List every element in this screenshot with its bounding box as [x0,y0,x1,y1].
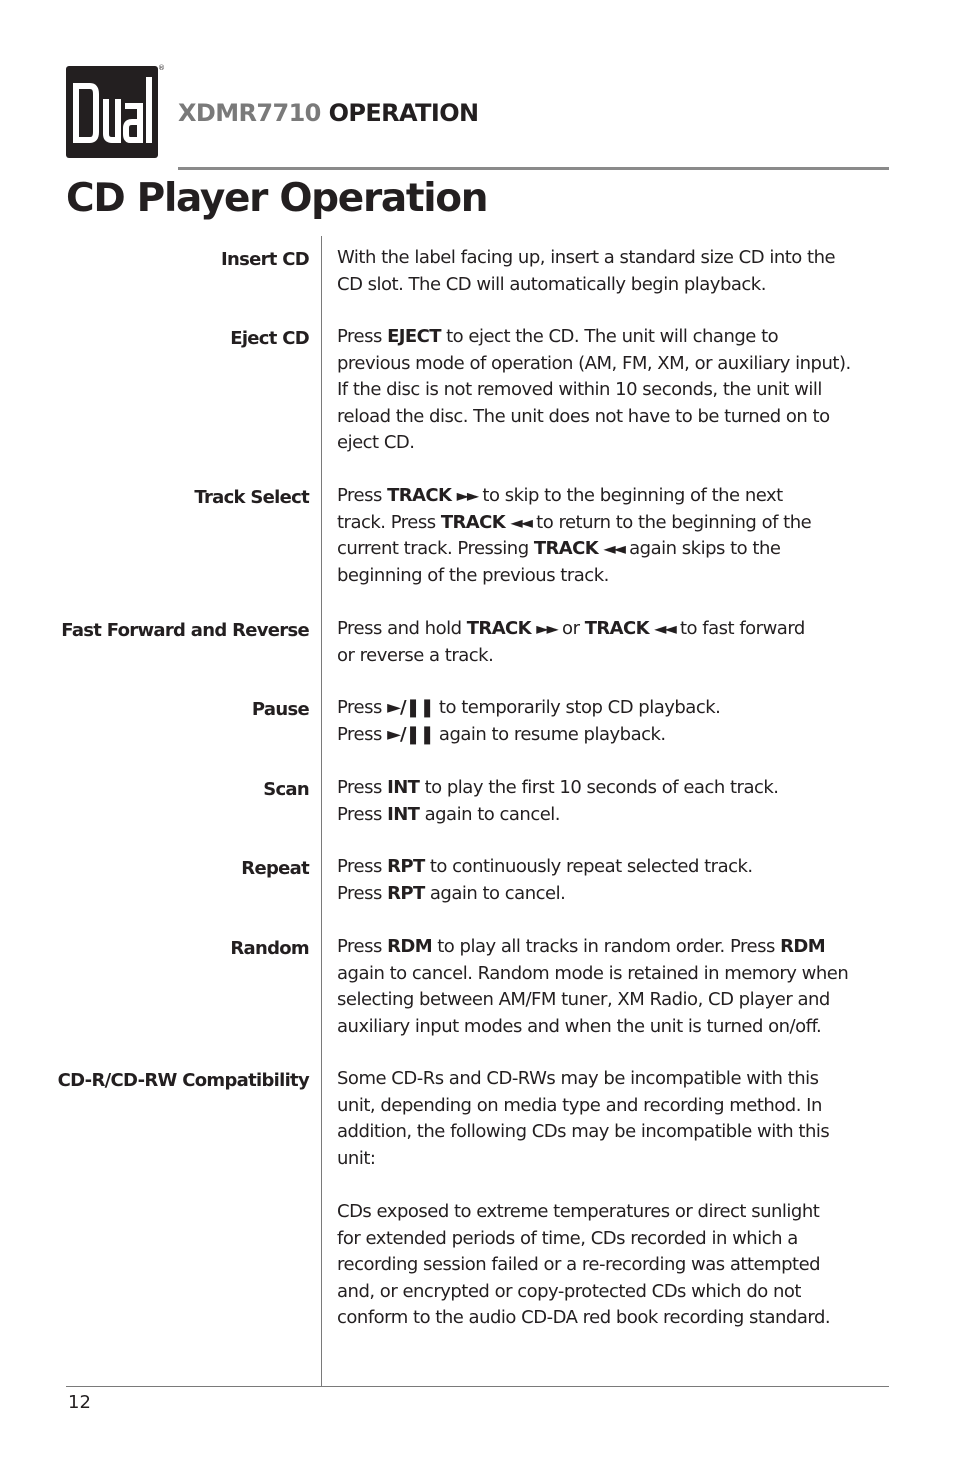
desc-insert-cd [337,245,897,298]
desc-line: CD slot. The CD will automatically begin playback. [337,273,766,295]
desc-line: auxiliary input modes and when the unit is turned on/off. [337,1015,822,1037]
button-name-track: TRACK [440,511,506,533]
desc-track-select [337,483,897,589]
desc-line [337,775,897,802]
section-heading [178,96,479,130]
button-name-track: TRACK [533,538,599,560]
desc-line [337,881,897,908]
button-name-track: TRACK [584,618,649,639]
play-pause-icon: ►/❚❚ [387,723,434,745]
text-run: Press [337,777,388,798]
text-run: Press [337,723,388,745]
term-insert-cd: Insert CD [220,249,309,270]
term-track-select: Track Select [194,487,309,508]
text-run: track. Press [337,511,441,533]
desc-line [337,802,897,829]
desc-line: conform to the audio CD-DA red book recording standard. [337,1307,831,1329]
desc-cd-r-compatibility [337,1066,897,1172]
desc-random [337,934,897,1040]
desc-line: previous mode of operation (AM, FM, XM, or auxiliary input). [337,352,851,374]
text-run: or [556,618,585,639]
button-name-rpt: RPT [387,856,425,877]
text-run: to play all tracks in random order. Press [432,936,781,957]
text-run: again to cancel. [419,803,561,825]
desc-line [337,324,897,351]
term-fast-forward-reverse: Fast Forward and Reverse [61,620,309,641]
section-label: OPERATION [328,99,479,127]
back-icon: ◄◄ [510,512,531,532]
text-run: Press [337,803,388,825]
desc-line: CDs exposed to extreme temperatures or direct sunlight [337,1201,820,1222]
desc-line [337,536,897,563]
text-run: to skip to the beginning of the next [482,485,783,506]
footer-divider [66,1386,889,1387]
text-run: Press [337,697,388,718]
desc-line: recording session failed or a re-recording was attempted [337,1254,821,1276]
text-run: Press [337,882,388,904]
column-divider [321,236,322,1386]
desc-line [337,854,897,881]
desc-line [337,722,897,749]
button-name-rpt: RPT [387,882,425,904]
desc-line [337,616,897,643]
text-run: again to resume playback. [433,723,666,745]
desc-line: If the disc is not removed within 10 seconds, the unit will [337,379,822,401]
desc-line [337,695,897,722]
desc-line: and, or encrypted or copy-protected CDs which do not [337,1280,801,1302]
term-cd-r-compatibility: CD-R/CD-RW Compatibility [57,1070,309,1091]
button-name-eject: EJECT [387,326,441,347]
model-number: XDMR7710 [178,99,321,127]
desc-eject-cd [337,324,897,457]
desc-line: reload the disc. The unit does not have to be turned on to [337,405,830,427]
dual-logo [66,66,158,158]
text-run: Press [337,856,388,877]
text-run: to temporarily stop CD playback. [433,697,721,718]
term-scan: Scan [263,779,309,800]
term-eject-cd: Eject CD [230,328,309,349]
desc-line: With the label facing up, insert a standard size CD into the [337,247,836,268]
button-name-int: INT [387,803,420,825]
desc-line: Some CD-Rs and CD-RWs may be incompatible with this [337,1068,819,1089]
text-run: Press and hold [337,618,467,639]
desc-line [337,483,897,510]
desc-line: again to cancel. Random mode is retained in memory when [337,962,849,984]
term-random: Random [230,938,309,959]
desc-line [337,934,897,961]
desc-line: beginning of the previous track. [337,564,609,586]
text-run: to play the first 10 seconds of each track. [419,777,779,798]
button-name-track: TRACK [466,618,531,639]
text-run: to return to the beginning of the [536,511,812,533]
desc-scan [337,775,897,828]
page-number: 12 [68,1392,91,1413]
text-run: Press [337,326,388,347]
text-run: again to cancel. [424,882,566,904]
desc-line: unit, depending on media type and recording method. In [337,1094,822,1116]
text-run: Press [337,936,388,957]
desc-pause [337,695,897,748]
back-icon: ◄◄ [603,539,624,559]
desc-line: unit: [337,1147,376,1169]
button-name-rdm: RDM [387,936,433,957]
desc-line: for extended periods of time, CDs recorded in which a [337,1227,798,1249]
header-divider [178,167,889,170]
forward-icon: ►► [536,619,557,638]
desc-line: eject CD. [337,432,415,454]
text-run: to fast forward [680,618,805,639]
text-run: Press [337,485,388,506]
desc-line: selecting between AM/FM tuner, XM Radio, CD player and [337,989,830,1011]
back-icon: ◄◄ [654,619,675,638]
desc-line [337,510,897,537]
desc-line: addition, the following CDs may be incompatible with this [337,1121,830,1143]
text-run: again skips to the [629,538,781,560]
button-name-int: INT [387,777,420,798]
button-name-rdm: RDM [780,936,826,957]
button-name-track: TRACK [387,485,452,506]
registered-mark: ® [158,64,165,72]
desc-repeat [337,854,897,907]
text-run: to continuously repeat selected track. [424,856,753,877]
text-run: current track. Pressing [337,538,534,560]
page-title: CD Player Operation [66,176,488,221]
desc-line: or reverse a track. [337,644,494,666]
play-pause-icon: ►/❚❚ [387,697,434,718]
term-repeat: Repeat [241,858,309,879]
forward-icon: ►► [456,486,478,505]
desc-fast-forward-reverse [337,616,897,669]
term-pause: Pause [251,699,309,720]
desc-cd-incompatible-list [337,1199,897,1332]
text-run: to eject the CD. The unit will change to [440,326,779,347]
